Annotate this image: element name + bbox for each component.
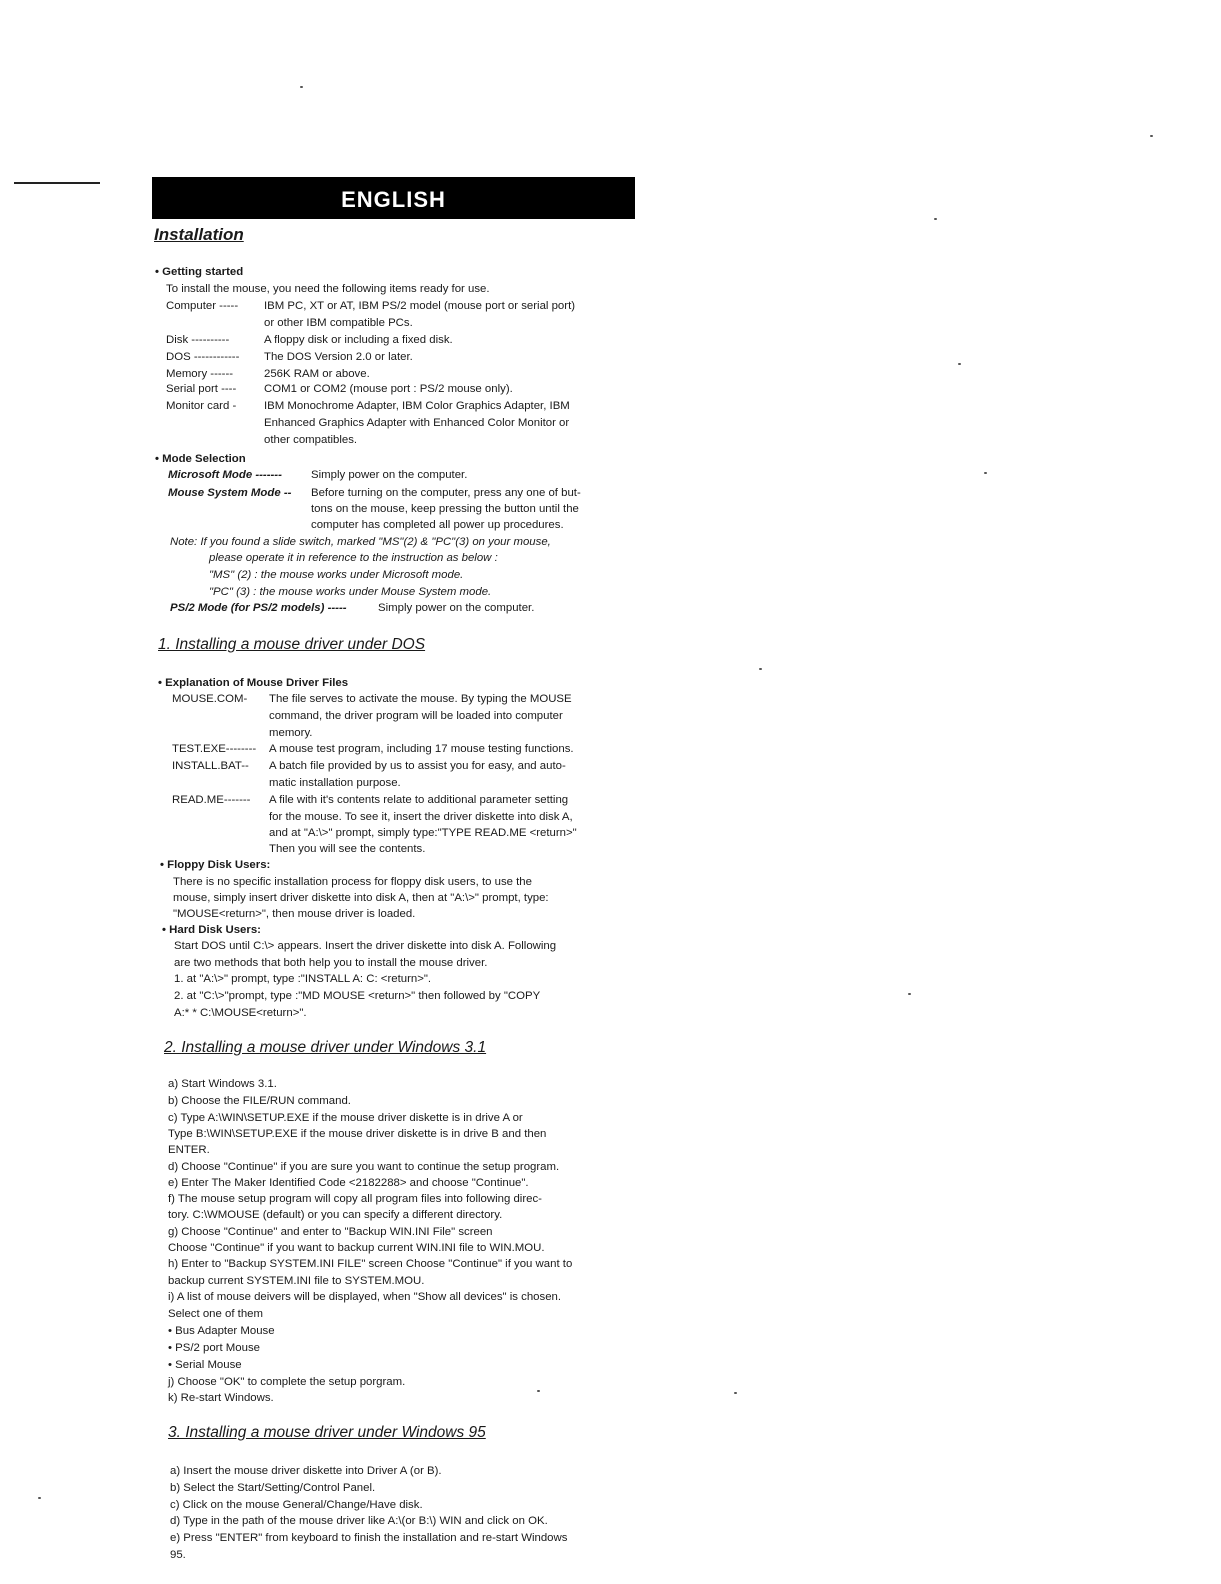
- scan-speck: [984, 472, 987, 474]
- mouse-system-text: Before turning on the computer, press any one of but-: [311, 487, 581, 499]
- file-label: INSTALL.BAT--: [172, 760, 249, 772]
- win95-section-title: 3. Installing a mouse driver under Windows 95: [168, 1424, 486, 1441]
- win31-step: backup current SYSTEM.INI file to SYSTEM.MOU.: [168, 1275, 425, 1287]
- scan-speck: [759, 668, 762, 670]
- req-label: Computer -----: [166, 300, 239, 312]
- win31-step: b) Choose the FILE/RUN command.: [168, 1095, 351, 1107]
- margin-rule: [14, 182, 100, 184]
- win31-step: j) Choose "OK" to complete the setup porgram.: [168, 1376, 406, 1388]
- hard-disk-heading: • Hard Disk Users:: [162, 924, 261, 936]
- mode-note: Note: If you found a slide switch, marked "MS"(2) & "PC"(3) on your mouse,: [170, 536, 551, 548]
- win31-step: e) Enter The Maker Identified Code <2182288> and choose "Continue".: [168, 1177, 529, 1189]
- floppy-text: mouse, simply insert driver diskette into disk A, then at "A:\>" prompt, type:: [173, 892, 549, 904]
- hard-disk-text: 1. at "A:\>" prompt, type :"INSTALL A: C: <return>".: [174, 973, 432, 985]
- file-text: The file serves to activate the mouse. By typing the MOUSE: [269, 693, 572, 705]
- floppy-heading: • Floppy Disk Users:: [160, 859, 271, 871]
- win31-step: • Serial Mouse: [168, 1359, 242, 1371]
- hard-disk-text: are two methods that both help you to install the mouse driver.: [174, 957, 488, 969]
- req-text: IBM PC, XT or AT, IBM PS/2 model (mouse port or serial port): [264, 300, 576, 312]
- mode-note: please operate it in reference to the instruction as below :: [209, 552, 498, 564]
- win95-step: a) Insert the mouse driver diskette into Driver A (or B).: [170, 1465, 442, 1477]
- req-label: Disk ----------: [166, 334, 230, 346]
- floppy-text: "MOUSE<return>", then mouse driver is loaded.: [173, 908, 416, 920]
- win31-step: Select one of them: [168, 1308, 263, 1320]
- req-text: The DOS Version 2.0 or later.: [264, 351, 413, 363]
- scan-speck: [300, 86, 303, 88]
- win95-step: e) Press "ENTER" from keyboard to finish the installation and re-start Windows: [170, 1532, 568, 1544]
- req-text: COM1 or COM2 (mouse port : PS/2 mouse only).: [264, 383, 513, 395]
- win31-step: i) A list of mouse deivers will be displayed, when "Show all devices" is chosen.: [168, 1291, 562, 1303]
- req-text: or other IBM compatible PCs.: [264, 317, 413, 329]
- explanation-heading: • Explanation of Mouse Driver Files: [158, 677, 349, 689]
- req-text: other compatibles.: [264, 434, 358, 446]
- scan-speck: [38, 1497, 41, 1499]
- win31-section-title: 2. Installing a mouse driver under Windows 3.1: [164, 1039, 487, 1056]
- file-text: and at "A:\>" prompt, simply type:"TYPE READ.ME <return>": [269, 827, 577, 839]
- req-label: DOS ------------: [166, 351, 240, 363]
- win95-step: 95.: [170, 1549, 186, 1561]
- req-text: Enhanced Graphics Adapter with Enhanced Color Monitor or: [264, 417, 570, 429]
- file-text: A mouse test program, including 17 mouse testing functions.: [269, 743, 574, 755]
- win31-step: • PS/2 port Mouse: [168, 1342, 260, 1354]
- win31-step: f) The mouse setup program will copy all program files into following direc-: [168, 1193, 542, 1205]
- file-label: MOUSE.COM-: [172, 693, 248, 705]
- file-text: A file with it's contents relate to additional parameter setting: [269, 794, 569, 806]
- req-text: A floppy disk or including a fixed disk.: [264, 334, 453, 346]
- win31-step: tory. C:\WMOUSE (default) or you can specify a different directory.: [168, 1209, 503, 1221]
- hard-disk-text: 2. at "C:\>"prompt, type :"MD MOUSE <return>" then followed by "COPY: [174, 990, 541, 1002]
- win31-step: a) Start Windows 3.1.: [168, 1078, 277, 1090]
- file-text: memory.: [269, 727, 313, 739]
- req-label: Memory ------: [166, 368, 234, 380]
- win31-step: • Bus Adapter Mouse: [168, 1325, 275, 1337]
- win95-step: c) Click on the mouse General/Change/Have disk.: [170, 1499, 423, 1511]
- file-text: command, the driver program will be loaded into computer: [269, 710, 563, 722]
- mouse-system-text: computer has completed all power up procedures.: [311, 519, 564, 531]
- scan-speck: [1150, 135, 1153, 137]
- hard-disk-text: A:* * C:\MOUSE<return>".: [174, 1007, 307, 1019]
- mode-note: "PC" (3) : the mouse works under Mouse System mode.: [209, 586, 492, 598]
- req-text: IBM Monochrome Adapter, IBM Color Graphics Adapter, IBM: [264, 400, 570, 412]
- dos-section-title: 1. Installing a mouse driver under DOS: [158, 636, 426, 653]
- mode-note: "MS" (2) : the mouse works under Microsoft mode.: [209, 569, 464, 581]
- hard-disk-text: Start DOS until C:\> appears. Insert the driver diskette into disk A. Following: [174, 940, 557, 952]
- getting-started-intro: To install the mouse, you need the following items ready for use.: [166, 283, 490, 295]
- req-label: Serial port ----: [166, 383, 237, 395]
- win31-step: g) Choose "Continue" and enter to "Backup WIN.INI File" screen: [168, 1226, 493, 1238]
- file-text: Then you will see the contents.: [269, 843, 426, 855]
- win31-step: ENTER.: [168, 1144, 210, 1156]
- scan-speck: [958, 363, 961, 365]
- scan-speck: [734, 1392, 737, 1394]
- mouse-system-text: tons on the mouse, keep pressing the button until the: [311, 503, 579, 515]
- mouse-system-mode-label: Mouse System Mode --: [168, 487, 292, 499]
- win31-step: Type B:\WIN\SETUP.EXE if the mouse driver diskette is in drive B and then: [168, 1128, 547, 1140]
- getting-started-heading: • Getting started: [155, 266, 244, 278]
- scan-speck: [537, 1390, 540, 1392]
- microsoft-mode-label: Microsoft Mode -------: [168, 469, 282, 481]
- scan-speck: [934, 218, 937, 220]
- file-text: for the mouse. To see it, insert the driver diskette into disk A,: [269, 811, 573, 823]
- win31-step: k) Re-start Windows.: [168, 1392, 274, 1404]
- section-title: Installation: [154, 225, 244, 244]
- win31-step: h) Enter to "Backup SYSTEM.INI FILE" screen Choose "Continue" if you want to: [168, 1258, 573, 1270]
- microsoft-mode-text: Simply power on the computer.: [311, 469, 468, 481]
- win31-step: Choose "Continue" if you want to backup current WIN.INI file to WIN.MOU.: [168, 1242, 545, 1254]
- mode-selection-heading: • Mode Selection: [155, 453, 246, 465]
- scan-speck: [908, 993, 911, 995]
- req-text: 256K RAM or above.: [264, 368, 370, 380]
- ps2-mode-label: PS/2 Mode (for PS/2 models) -----: [170, 602, 347, 614]
- floppy-text: There is no specific installation process for floppy disk users, to use the: [173, 876, 532, 888]
- ps2-mode-text: Simply power on the computer.: [378, 602, 535, 614]
- file-label: READ.ME-------: [172, 794, 251, 806]
- win31-step: d) Choose "Continue" if you are sure you want to continue the setup program.: [168, 1161, 560, 1173]
- win95-step: b) Select the Start/Setting/Control Panel.: [170, 1482, 376, 1494]
- language-banner: ENGLISH: [152, 177, 635, 219]
- win95-step: d) Type in the path of the mouse driver like A:\(or B:\) WIN and click on OK.: [170, 1515, 548, 1527]
- req-label: Monitor card -: [166, 400, 237, 412]
- file-label: TEST.EXE--------: [172, 743, 257, 755]
- win31-step: c) Type A:\WIN\SETUP.EXE if the mouse driver diskette is in drive A or: [168, 1112, 523, 1124]
- file-text: matic installation purpose.: [269, 777, 401, 789]
- file-text: A batch file provided by us to assist you for easy, and auto-: [269, 760, 566, 772]
